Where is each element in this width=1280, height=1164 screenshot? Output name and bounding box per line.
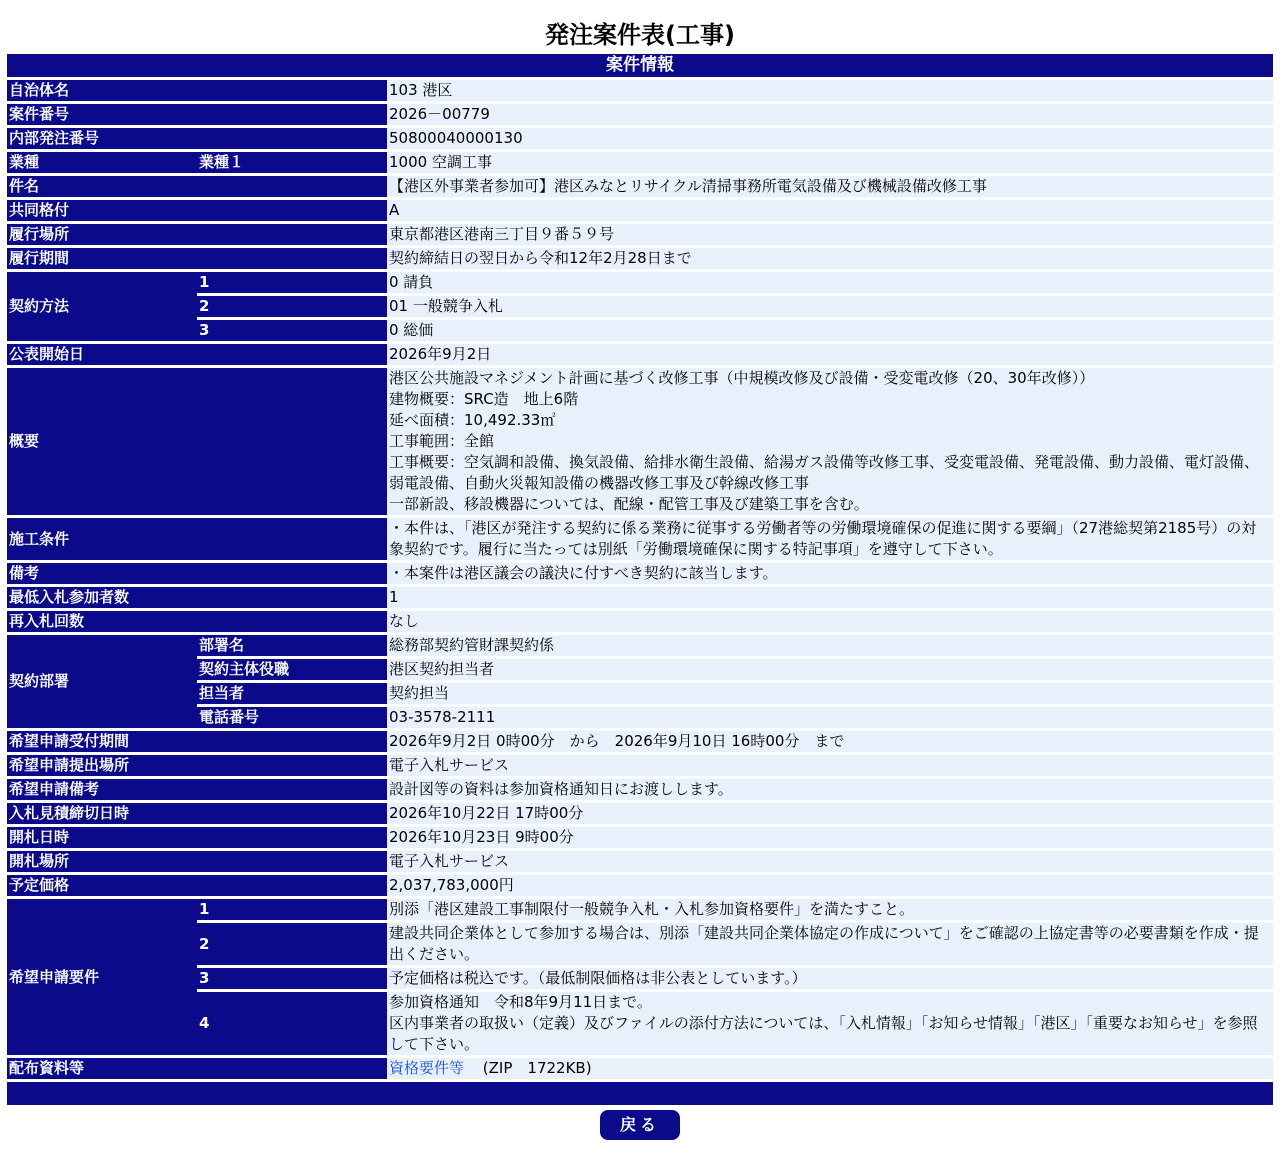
row-period xyxy=(7,248,1273,272)
materials-download-link[interactable]: 資格要件等 xyxy=(389,1059,465,1077)
label-rebid-count: 再入札回数 xyxy=(7,611,387,635)
overview-line: 一部新設、移設機器については、配線・配管工事及び建築工事を含む。 xyxy=(389,495,869,513)
value-subject: 【港区外事業者参加可】港区みなとリサイクル清掃事務所電気設備及び機械設備改修工事 xyxy=(387,176,1273,200)
requirement-no: 1 xyxy=(197,899,387,923)
row-subject xyxy=(7,176,1273,200)
requirement-no: 4 xyxy=(197,992,387,1058)
row-dept-4 xyxy=(7,707,1273,731)
value-rebid-count: なし xyxy=(387,611,1273,635)
requirement-value xyxy=(387,899,1273,923)
contract-method-value: 0 請負 xyxy=(387,272,1273,296)
label-opening-place: 開札場所 xyxy=(7,851,387,875)
value-industry: 1000 空調工事 xyxy=(387,152,1273,176)
dept-sublabel: 担当者 xyxy=(197,683,387,707)
requirement-value xyxy=(387,923,1273,968)
label-min-bidders: 最低入札参加者数 xyxy=(7,587,387,611)
value-bid-deadline: 2026年10月22日 17時00分 xyxy=(387,803,1273,827)
dept-value: 契約担当 xyxy=(387,683,1273,707)
contract-method-no: 2 xyxy=(197,296,387,320)
requirement-value xyxy=(387,992,1273,1058)
row-rebid-count xyxy=(7,611,1273,635)
value-apply-remarks: 設計図等の資料は参加資格通知日にお渡しします。 xyxy=(387,779,1273,803)
row-contract-method-3 xyxy=(7,320,1273,344)
label-publish-date: 公表開始日 xyxy=(7,344,387,368)
label-materials: 配布資料等 xyxy=(7,1058,387,1082)
row-dept-3 xyxy=(7,683,1273,707)
value-estimated-price: 2,037,783,000円 xyxy=(387,875,1273,899)
label-case-number: 案件番号 xyxy=(7,104,387,128)
row-dept-1 xyxy=(7,635,1273,659)
dept-value: 03-3578-2111 xyxy=(387,707,1273,731)
row-location xyxy=(7,224,1273,248)
value-materials xyxy=(387,1058,1273,1082)
label-industry: 業種 xyxy=(7,152,197,176)
value-case-number: 2026－00779 xyxy=(387,104,1273,128)
row-case-number xyxy=(7,104,1273,128)
row-apply-remarks xyxy=(7,779,1273,803)
label-location: 履行場所 xyxy=(7,224,387,248)
row-dept-2 xyxy=(7,659,1273,683)
section-title: 案件情報 xyxy=(7,54,1273,80)
row-apply-place xyxy=(7,755,1273,779)
requirement-line: 建設共同企業体として参加する場合は、別添「建設共同企業体協定の作成について」をご確認の上協定書等の必要書類を作成・提出ください。 xyxy=(389,924,1259,963)
overview-line: 工事概要：空気調和設備、換気設備、給排水衛生設備、給湯ガス設備等改修工事、受変電設備、発電設備、動力設備、電灯設備、弱電設備、自動火災報知設備の機器改修工事及び幹線改修工事 xyxy=(389,453,1260,492)
row-internal-number xyxy=(7,128,1273,152)
label-contract-method: 契約方法 xyxy=(7,272,197,344)
label-remarks: 備考 xyxy=(7,563,387,587)
label-bid-deadline: 入札見積締切日時 xyxy=(7,803,387,827)
row-requirement-1 xyxy=(7,899,1273,923)
dept-sublabel: 契約主体役職 xyxy=(197,659,387,683)
label-apply-place: 希望申請提出場所 xyxy=(7,755,387,779)
label-apply-remarks: 希望申請備考 xyxy=(7,779,387,803)
label-overview: 概要 xyxy=(7,368,387,518)
overview-line: 工事範囲：全館 xyxy=(389,432,495,450)
row-municipality xyxy=(7,80,1273,104)
requirement-line: 参加資格通知 令和8年9月11日まで。 xyxy=(389,993,652,1011)
row-materials xyxy=(7,1058,1273,1082)
label-requirements: 希望申請要件 xyxy=(7,899,197,1058)
row-requirement-2 xyxy=(7,923,1273,968)
value-period: 契約締結日の翌日から令和12年2月28日まで xyxy=(387,248,1273,272)
case-info-table xyxy=(7,54,1273,1108)
label-internal-number: 内部発注番号 xyxy=(7,128,387,152)
dept-sublabel: 電話番号 xyxy=(197,707,387,731)
value-conditions: ・本件は、「港区が発注する契約に係る業務に従事する労働者等の労働環境確保の促進に関する要綱」（27港総契第2185号）の対象契約です。履行に当たっては別紙「労働環境確保に関する特記事項」を遵守して下さい。 xyxy=(387,518,1273,563)
materials-size: (ZIP 1722KB) xyxy=(482,1059,592,1077)
label-period: 履行期間 xyxy=(7,248,387,272)
value-municipality: 103 港区 xyxy=(387,80,1273,104)
value-opening-datetime: 2026年10月23日 9時00分 xyxy=(387,827,1273,851)
label-dept: 契約部署 xyxy=(7,635,197,731)
value-apply-period: 2026年9月2日 0時00分 から 2026年9月10日 16時00分 まで xyxy=(387,731,1273,755)
requirement-line: 区内事業者の取扱い（定義）及びファイルの添付方法については、「入札情報」「お知らせ情報」「港区」「重要なお知らせ」を参照して下さい。 xyxy=(389,1014,1258,1053)
row-bid-deadline xyxy=(7,803,1273,827)
row-opening-place xyxy=(7,851,1273,875)
dept-value: 港区契約担当者 xyxy=(387,659,1273,683)
row-min-bidders xyxy=(7,587,1273,611)
label-estimated-price: 予定価格 xyxy=(7,875,387,899)
value-min-bidders: 1 xyxy=(387,587,1273,611)
label-joint-rating: 共同格付 xyxy=(7,200,387,224)
overview-line: 港区公共施設マネジメント計画に基づく改修工事（中規模改修及び設備・受変電改修（20、30年改修）） xyxy=(389,369,1095,387)
row-joint-rating xyxy=(7,200,1273,224)
row-apply-period xyxy=(7,731,1273,755)
row-opening-datetime xyxy=(7,827,1273,851)
value-publish-date: 2026年9月2日 xyxy=(387,344,1273,368)
requirement-no: 2 xyxy=(197,923,387,968)
row-contract-method-1 xyxy=(7,272,1273,296)
row-requirement-4 xyxy=(7,992,1273,1058)
value-joint-rating: A xyxy=(387,200,1273,224)
row-contract-method-2 xyxy=(7,296,1273,320)
row-requirement-3 xyxy=(7,968,1273,992)
footer-bar xyxy=(7,1082,1273,1108)
value-opening-place: 電子入札サービス xyxy=(387,851,1273,875)
row-estimated-price xyxy=(7,875,1273,899)
dept-sublabel: 部署名 xyxy=(197,635,387,659)
value-remarks: ・本案件は港区議会の議決に付すべき契約に該当します。 xyxy=(387,563,1273,587)
row-industry xyxy=(7,152,1273,176)
sublabel-industry: 業種１ xyxy=(197,152,387,176)
row-conditions xyxy=(7,518,1273,563)
label-conditions: 施工条件 xyxy=(7,518,387,563)
row-publish-date xyxy=(7,344,1273,368)
page-title: 発注案件表(工事) xyxy=(545,21,735,49)
label-subject: 件名 xyxy=(7,176,387,200)
requirement-no: 3 xyxy=(197,968,387,992)
row-overview xyxy=(7,368,1273,518)
requirement-line: 予定価格は税込です。（最低制限価格は非公表としています。） xyxy=(389,969,807,987)
requirement-value xyxy=(387,968,1273,992)
value-internal-number: 50800040000130 xyxy=(387,128,1273,152)
label-municipality: 自治体名 xyxy=(7,80,387,104)
button-area xyxy=(0,1110,1280,1140)
contract-method-value: 0 総価 xyxy=(387,320,1273,344)
value-apply-place: 電子入札サービス xyxy=(387,755,1273,779)
contract-method-no: 3 xyxy=(197,320,387,344)
label-apply-period: 希望申請受付期間 xyxy=(7,731,387,755)
requirement-line: 別添「港区建設工事制限付一般競争入札・入札参加資格要件」を満たすこと。 xyxy=(389,900,915,918)
overview-line: 延べ面積：10,492.33㎡ xyxy=(389,411,556,429)
label-opening-datetime: 開札日時 xyxy=(7,827,387,851)
row-remarks xyxy=(7,563,1273,587)
value-location: 東京都港区港南三丁目９番５９号 xyxy=(387,224,1273,248)
overview-line: 建物概要：SRC造 地上6階 xyxy=(389,390,579,408)
back-button[interactable]: 戻る xyxy=(600,1110,680,1140)
contract-method-value: 01 一般競争入札 xyxy=(387,296,1273,320)
value-overview xyxy=(387,368,1273,518)
dept-value: 総務部契約管財課契約係 xyxy=(387,635,1273,659)
contract-method-no: 1 xyxy=(197,272,387,296)
